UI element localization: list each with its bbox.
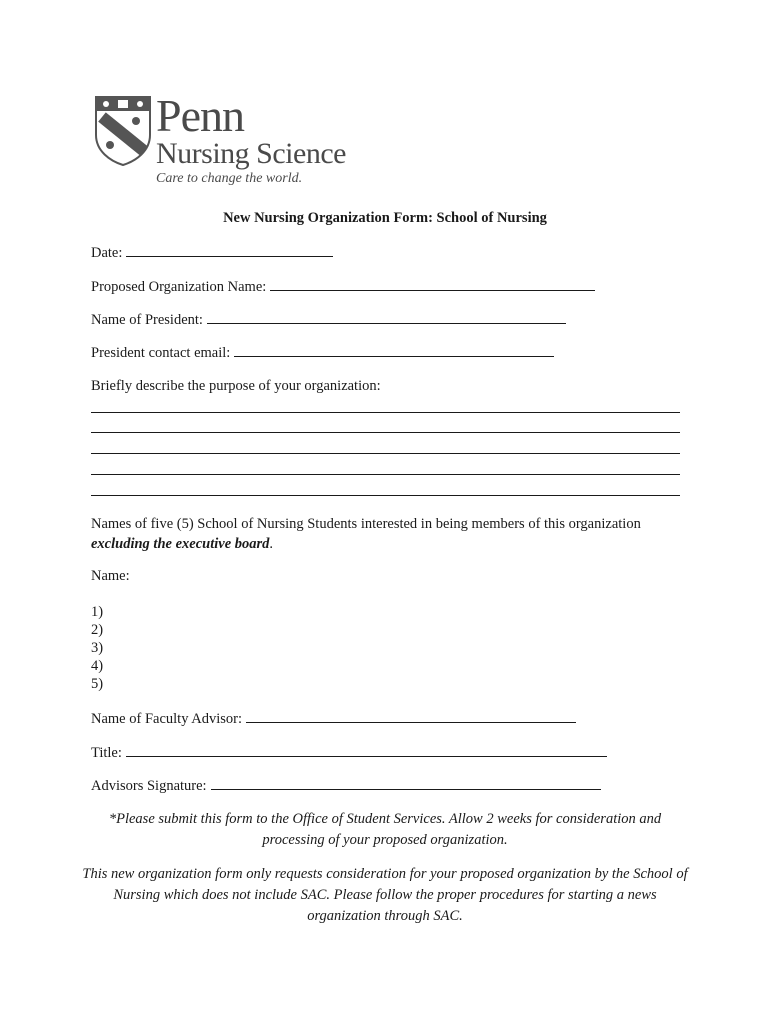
email-label: President contact email: [91, 345, 231, 361]
purpose-line-5[interactable] [91, 495, 680, 496]
signature-row [91, 777, 601, 795]
president-field[interactable] [207, 311, 566, 324]
logo-nursing-text: Nursing Science [156, 137, 346, 170]
date-field[interactable] [126, 244, 333, 257]
email-field[interactable] [234, 344, 554, 357]
email-row [91, 344, 554, 362]
title-field[interactable] [126, 744, 607, 757]
signature-label: Advisors Signature: [91, 778, 207, 794]
students-instructions [91, 514, 691, 554]
students-emphasis: excluding the executive board [91, 536, 270, 552]
name-label: Name: [91, 568, 130, 584]
sac-note: This new organization form only requests consideration for your proposed organization by the School of Nursing which does not include SAC. Please follow the proper procedures for starting a news organization through SAC. [82, 866, 688, 924]
purpose-line-3[interactable] [91, 453, 680, 454]
title-row [91, 744, 607, 762]
purpose-line-2[interactable] [91, 432, 680, 433]
student-number-2: 2) [91, 622, 104, 638]
date-label: Date: [91, 245, 123, 261]
penn-shield-icon [94, 95, 152, 167]
logo-penn-text: Penn [156, 90, 244, 141]
student-number-list [91, 603, 103, 693]
students-intro: Names of five (5) School of Nursing Students interested in being members of this organization [91, 516, 641, 532]
penn-nursing-logo [94, 90, 364, 195]
advisor-row [91, 710, 576, 728]
org-name-field[interactable] [270, 278, 595, 291]
president-row [91, 311, 566, 329]
form-title: New Nursing Organization Form: School of Nursing [223, 210, 547, 226]
student-number-4: 4) [91, 658, 104, 674]
student-number-3: 3) [91, 640, 104, 656]
student-number-5: 5) [91, 676, 104, 692]
students-period: . [269, 536, 274, 552]
signature-field[interactable] [211, 777, 601, 790]
advisor-field[interactable] [246, 710, 576, 723]
org-name-label: Proposed Organization Name: [91, 279, 267, 295]
purpose-line-4[interactable] [91, 474, 680, 475]
purpose-label: Briefly describe the purpose of your organization: [91, 378, 381, 394]
date-row [91, 244, 333, 262]
org-name-row [91, 278, 595, 296]
purpose-line-1[interactable] [91, 412, 680, 413]
president-label: Name of President: [91, 312, 203, 328]
logo-tagline: Care to change the world. [156, 171, 303, 186]
submit-note: *Please submit this form to the Office of Student Services. Allow 2 weeks for consideration and processing of your proposed organization. [108, 811, 662, 848]
title-label: Title: [91, 745, 122, 761]
advisor-label: Name of Faculty Advisor: [91, 711, 243, 727]
student-number-1: 1) [91, 604, 104, 620]
